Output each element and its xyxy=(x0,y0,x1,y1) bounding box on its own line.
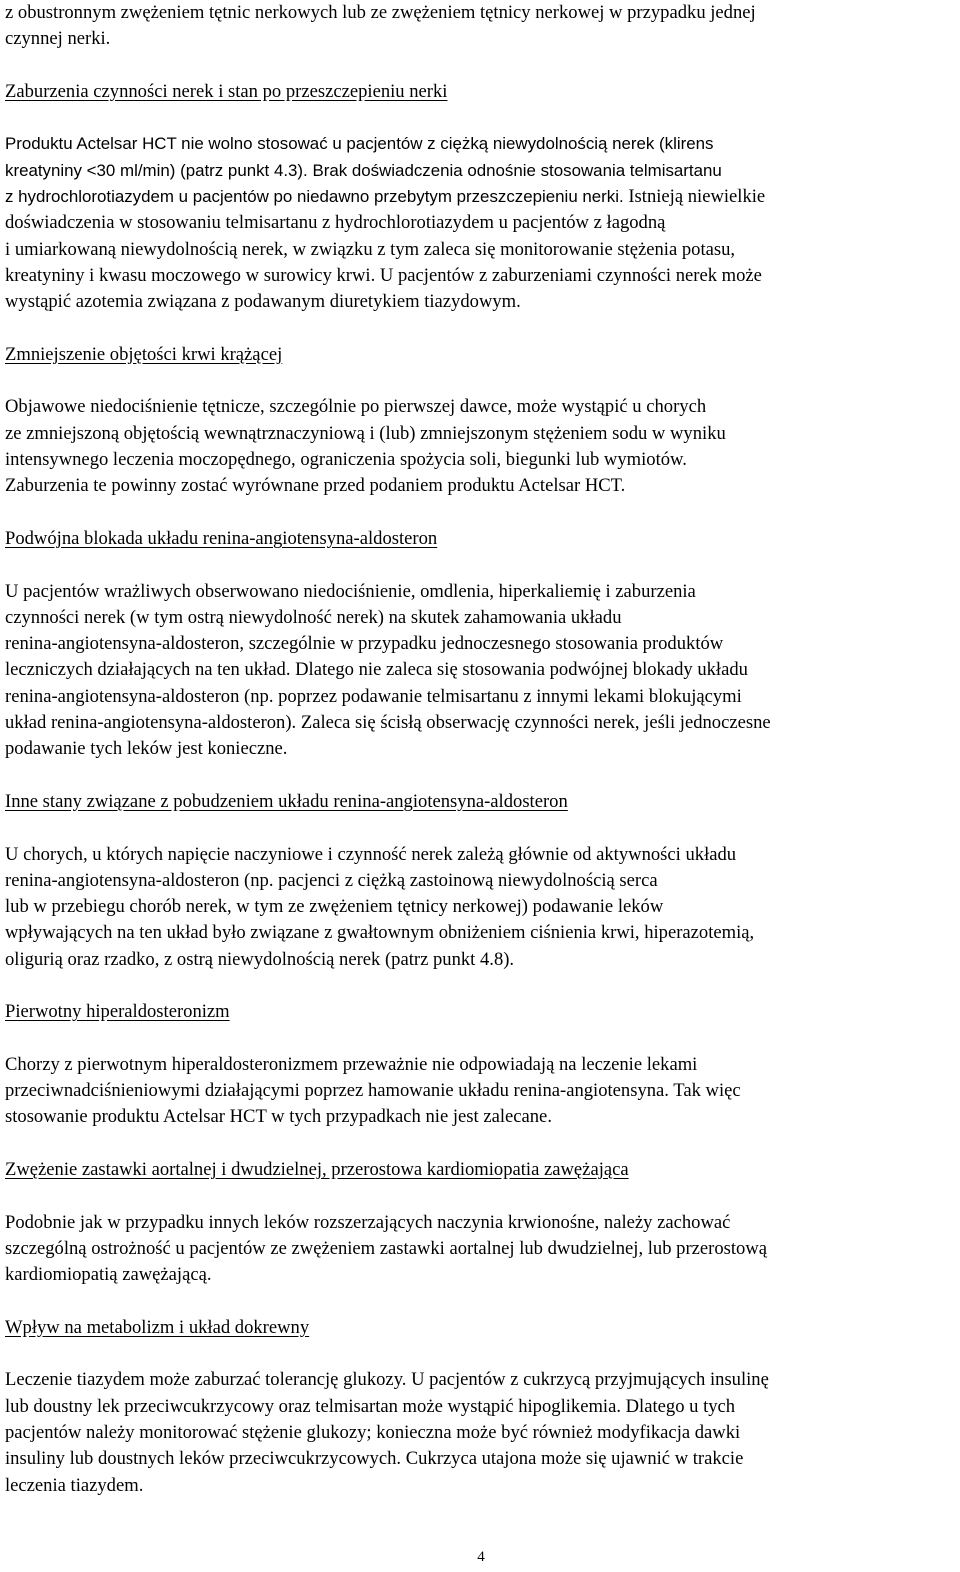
text-line: podawanie tych leków jest konieczne. xyxy=(5,738,288,760)
text-line: szczególną ostrożność u pacjentów ze zwężeniem zastawki aortalnej lub dwudzielnej, lub przerostową xyxy=(5,1237,768,1259)
page-number: 4 xyxy=(477,1549,485,1565)
dual-blockade-paragraph xyxy=(5,579,957,763)
text-line: czynnej nerki. xyxy=(5,28,111,50)
text-line: ze zmniejszoną objętością wewnątrznaczyniową i (lub) zmniejszonym stężeniem sodu w wyniku xyxy=(5,422,726,444)
text-line: Zaburzenia te powinny zostać wyrównane przed podaniem produktu Actelsar HCT. xyxy=(5,475,626,497)
text-line: Produktu Actelsar HCT nie wolno stosować u pacjentów z ciężką niewydolnością nerek (klirens xyxy=(5,134,714,154)
text-line: U chorych, u których napięcie naczyniowe i czynność nerek zależą głównie od aktywności układu xyxy=(5,843,737,865)
text-line: kardiomiopatią zawężającą. xyxy=(5,1264,212,1286)
other-raas-paragraph xyxy=(5,842,957,973)
text-line: z obustronnym zwężeniem tętnic nerkowych lub ze zwężeniem tętnicy nerkowej w przypadku jednej xyxy=(5,2,756,23)
section-heading-metabolism: Wpływ na metabolizm i układ dokrewny xyxy=(5,1316,310,1338)
text-line: lub doustny lek przeciwcukrzycowy oraz telmisartan może wystąpić hipoglikemia. Dlatego u tych xyxy=(5,1395,736,1417)
text-line: Chorzy z pierwotnym hiperaldosteronizmem przeważnie nie odpowiadają na leczenie lekami xyxy=(5,1053,698,1075)
text-line: Objawowe niedociśnienie tętnicze, szczególnie po pierwszej dawce, może wystąpić u chorych xyxy=(5,396,707,418)
text-line xyxy=(5,158,957,184)
text-line: wystąpić azotemia związana z podawanym diuretykiem tiazydowym. xyxy=(5,291,521,313)
text-line: renina-angiotensyna-aldosteron (np. poprzez podawanie telmisartanu z innymi lekami blokującymi xyxy=(5,685,742,707)
text-span: kreatyniny <30 ml/min) (patrz punkt 4.3). xyxy=(5,160,308,180)
section-heading-hyperaldosteronism: Pierwotny hiperaldosteronizm xyxy=(5,1001,230,1023)
text-line: renina-angiotensyna-aldosteron, szczególnie w przypadku jednoczesnego stosowania produktów xyxy=(5,633,724,655)
text-line: pacjentów należy monitorować stężenie glukozy; konieczna może być również modyfikacja dawki xyxy=(5,1422,741,1444)
text-span: Brak doświadczenia odnośnie stosowania telmisartanu xyxy=(307,160,722,180)
section-heading-kidney: Zaburzenia czynności nerek i stan po przeszczepieniu nerki xyxy=(5,80,448,102)
text-line: Podobnie jak w przypadku innych leków rozszerzających naczynia krwionośne, należy zachować xyxy=(5,1211,731,1233)
section-heading-volume: Zmniejszenie objętości krwi krążącej xyxy=(5,343,283,365)
intro-paragraph xyxy=(5,0,957,53)
text-line xyxy=(5,184,957,210)
volume-paragraph xyxy=(5,394,957,499)
document-page xyxy=(5,0,957,1565)
text-line: układ renina-angiotensyna-aldosteron). Zaleca się ścisłą obserwację czynności nerek, jeśli jednoczesne xyxy=(5,712,771,734)
text-span: U pacjentów z zaburzeniami czynności nerek może xyxy=(375,264,762,286)
text-line: lub w przebiegu chorób nerek, w tym ze zwężeniem tętnicy nerkowej) podawanie leków xyxy=(5,896,664,918)
section-heading-other-raas: Inne stany związane z pobudzeniem układu renina-angiotensyna-aldosteron xyxy=(5,790,568,812)
valve-stenosis-paragraph xyxy=(5,1210,957,1289)
text-line: insuliny lub doustnych leków przeciwcukrzycowych. Cukrzyca utajona może się ujawnić w trakcie xyxy=(5,1448,744,1470)
hyperaldosteronism-paragraph xyxy=(5,1052,957,1131)
text-line: Leczenie tiazydem może zaburzać tolerancję glukozy. U pacjentów z cukrzycą przyjmujących insulinę xyxy=(5,1369,769,1391)
text-line: oligurią oraz rzadko, z ostrą niewydolnością nerek (patrz punkt 4.8). xyxy=(5,948,515,970)
text-span: kreatyniny i kwasu moczowego w surowicy krwi. xyxy=(5,264,376,286)
text-line: doświadczenia w stosowaniu telmisartanu z hydrochlorotiazydem u pacjentów z łagodną xyxy=(5,212,666,234)
metabolism-paragraph xyxy=(5,1367,957,1498)
kidney-paragraph xyxy=(5,131,957,315)
text-line: czynności nerek (w tym ostrą niewydolność nerek) na skutek zahamowania układu xyxy=(5,606,622,628)
text-line: przeciwnadciśnieniowymi działającymi poprzez hamowanie układu renina-angiotensyna. Tak więc xyxy=(5,1080,741,1102)
text-line: renina-angiotensyna-aldosteron (np. pacjenci z ciężką zastoinową niewydolnością serca xyxy=(5,869,658,891)
section-heading-valve-stenosis: Zwężenie zastawki aortalnej i dwudzielnej, przerostowa kardiomiopatia zawężająca xyxy=(5,1159,629,1181)
text-line: i umiarkowaną niewydolnością nerek, w związku z tym zaleca się monitorowanie stężenia potasu, xyxy=(5,238,736,260)
text-line: stosowanie produktu Actelsar HCT w tych przypadkach nie jest zalecane. xyxy=(5,1106,552,1128)
text-span: z hydrochlorotiazydem u pacjentów po niedawno przebytym przeszczepieniu nerki. xyxy=(5,187,624,207)
text-span: Istnieją niewielkie xyxy=(623,186,766,208)
text-line xyxy=(5,263,957,289)
text-line: U pacjentów wrażliwych obserwowano niedociśnienie, omdlenia, hiperkaliemię i zaburzenia xyxy=(5,580,696,602)
text-line: leczniczych działających na ten układ. Dlatego nie zaleca się stosowania podwójnej blokady układu xyxy=(5,659,748,681)
text-line: leczenia tiazydem. xyxy=(5,1474,144,1496)
text-line: intensywnego leczenia moczopędnego, ograniczenia spożycia soli, biegunki lub wymiotów. xyxy=(5,449,687,471)
section-heading-dual-blockade: Podwójna blokada układu renina-angiotensyna-aldosteron xyxy=(5,527,438,549)
text-line: wpływających na ten układ było związane z gwałtownym obniżeniem ciśnienia krwi, hiperazotemią, xyxy=(5,922,755,944)
